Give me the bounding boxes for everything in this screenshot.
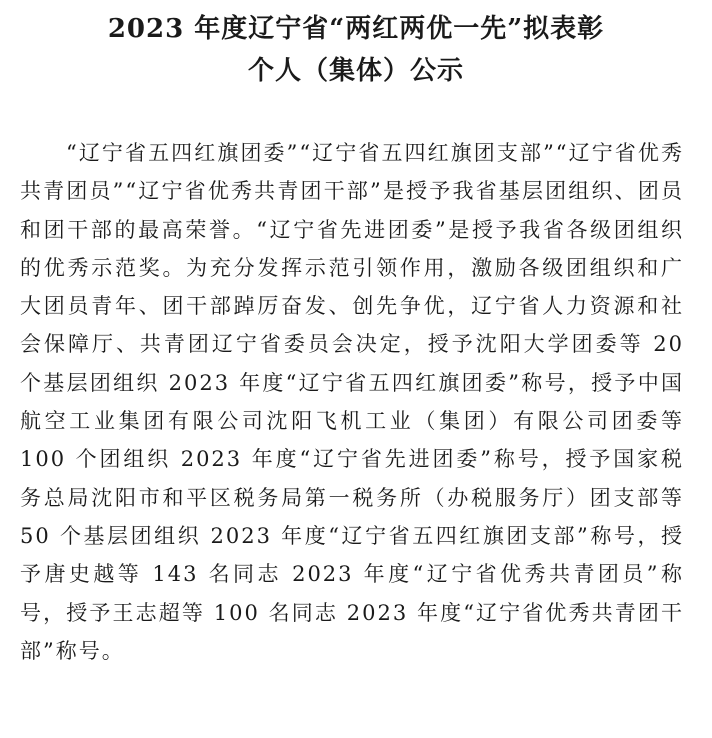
document-title-line-1: 2023 年度辽宁省“两红两优一先”拟表彰 bbox=[107, 14, 605, 44]
document-body-paragraph: “辽宁省五四红旗团委”“辽宁省五四红旗团支部”“辽宁省优秀共青团员”“辽宁省优秀共青团干部”是授予我省基层团组织、团员和团干部的最高荣誉。“辽宁省先进团委”是授予我省各级团组织的优秀示范奖。为充分发挥示范引领作用，激励各级团组织和广大团员青年、团干部踔厉奋发、创先争优，辽宁省人力资源和社会保障厅、共青团辽宁省委员会决定，授予沈阳大学团委等 20 个基层团组织 2023 年度“辽宁省五四红旗团委”称号，授予中国航空工业集团有限公司沈阳飞机工业（集团）有限公司团委等 100 个团组织 2023 年度“辽宁省先进团委”称号，授予国家税务总局沈阳市和平区税务局第一税务所（办税服务厅）团支部等 50 个基层团组织 2023 年度“辽宁省五四红旗团支部”称号，授予唐史越等 143 名同志 2023 年度“辽宁省优秀共青团员”称号，授予王志超等 100 名同志 2023 年度“辽宁省优秀共青团干部”称号。 bbox=[20, 141, 684, 663]
document-title-line-2: 个人（集体）公示 bbox=[247, 56, 464, 86]
